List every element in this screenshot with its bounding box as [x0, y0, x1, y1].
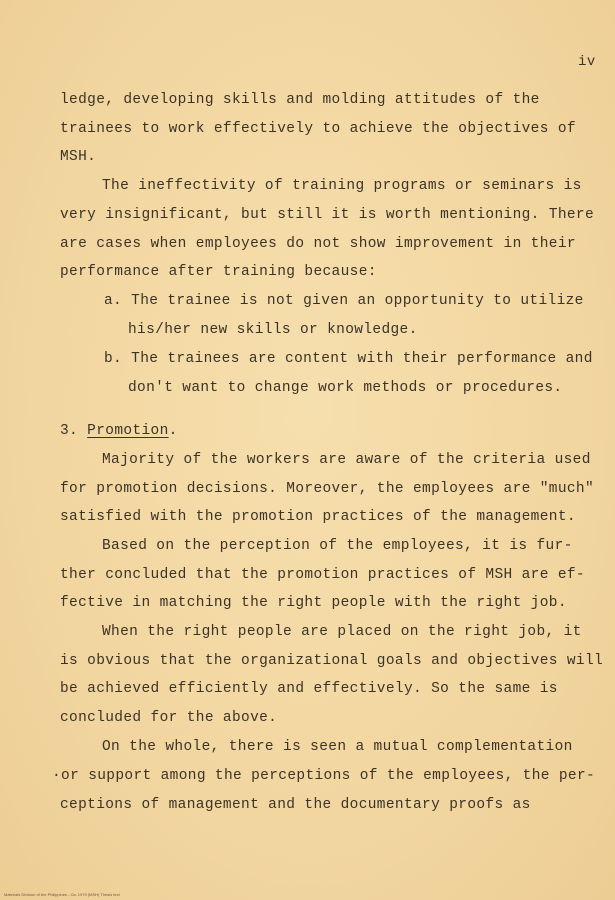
text-line: The ineffectivity of training programs or seminars is [102, 178, 582, 194]
list-item-b: b. The trainees are content with their performance and [104, 351, 593, 367]
section-heading [60, 423, 178, 439]
text-line: On the whole, there is seen a mutual complementation [102, 739, 573, 755]
text-line: satisfied with the promotion practices of the management. [60, 509, 576, 525]
text-line: MSH. [60, 149, 97, 165]
text-line: trainees to work effectively to achieve the objectives of [60, 121, 576, 137]
list-item-a-cont: his/her new skills or knowledge. [128, 322, 418, 338]
text-line: fective in matching the right people with the right job. [60, 595, 567, 611]
list-item-b-cont: don't want to change work methods or procedures. [128, 380, 563, 396]
section-number: 3. [60, 423, 79, 439]
list-item-a: a. The trainee is not given an opportunity to utilize [104, 293, 584, 309]
text-line: are cases when employees do not show improvement in their [60, 236, 576, 252]
text-line: When the right people are placed on the right job, it [102, 624, 582, 640]
text-line: very insignificant, but still it is worth mentioning. There [60, 207, 595, 223]
scan-footer: Materials Division of the Philippines - Ca. 1979 (MSH) Thesis text [4, 892, 120, 897]
text-line: be achieved efficiently and effectively. So the same is [60, 681, 558, 697]
text-line: concluded for the above. [60, 710, 278, 726]
text-line: for promotion decisions. Moreover, the employees are "much" [60, 481, 595, 497]
text-line: Based on the perception of the employees, it is fur- [102, 538, 573, 554]
text-line: ther concluded that the promotion practices of MSH are ef- [60, 567, 585, 583]
section-title: Promotion [87, 423, 169, 439]
text-line: ledge, developing skills and molding attitudes of the [60, 92, 540, 108]
text-line: ·or support among the perceptions of the employees, the per- [52, 768, 596, 784]
section-suffix: . [168, 423, 178, 439]
text-line: Majority of the workers are aware of the criteria used [102, 452, 591, 468]
text-line: ceptions of management and the documentary proofs as [60, 797, 531, 813]
text-line: is obvious that the organizational goals and objectives will [60, 653, 604, 669]
text-line: performance after training because: [60, 264, 377, 280]
page-number: iv [578, 54, 596, 70]
